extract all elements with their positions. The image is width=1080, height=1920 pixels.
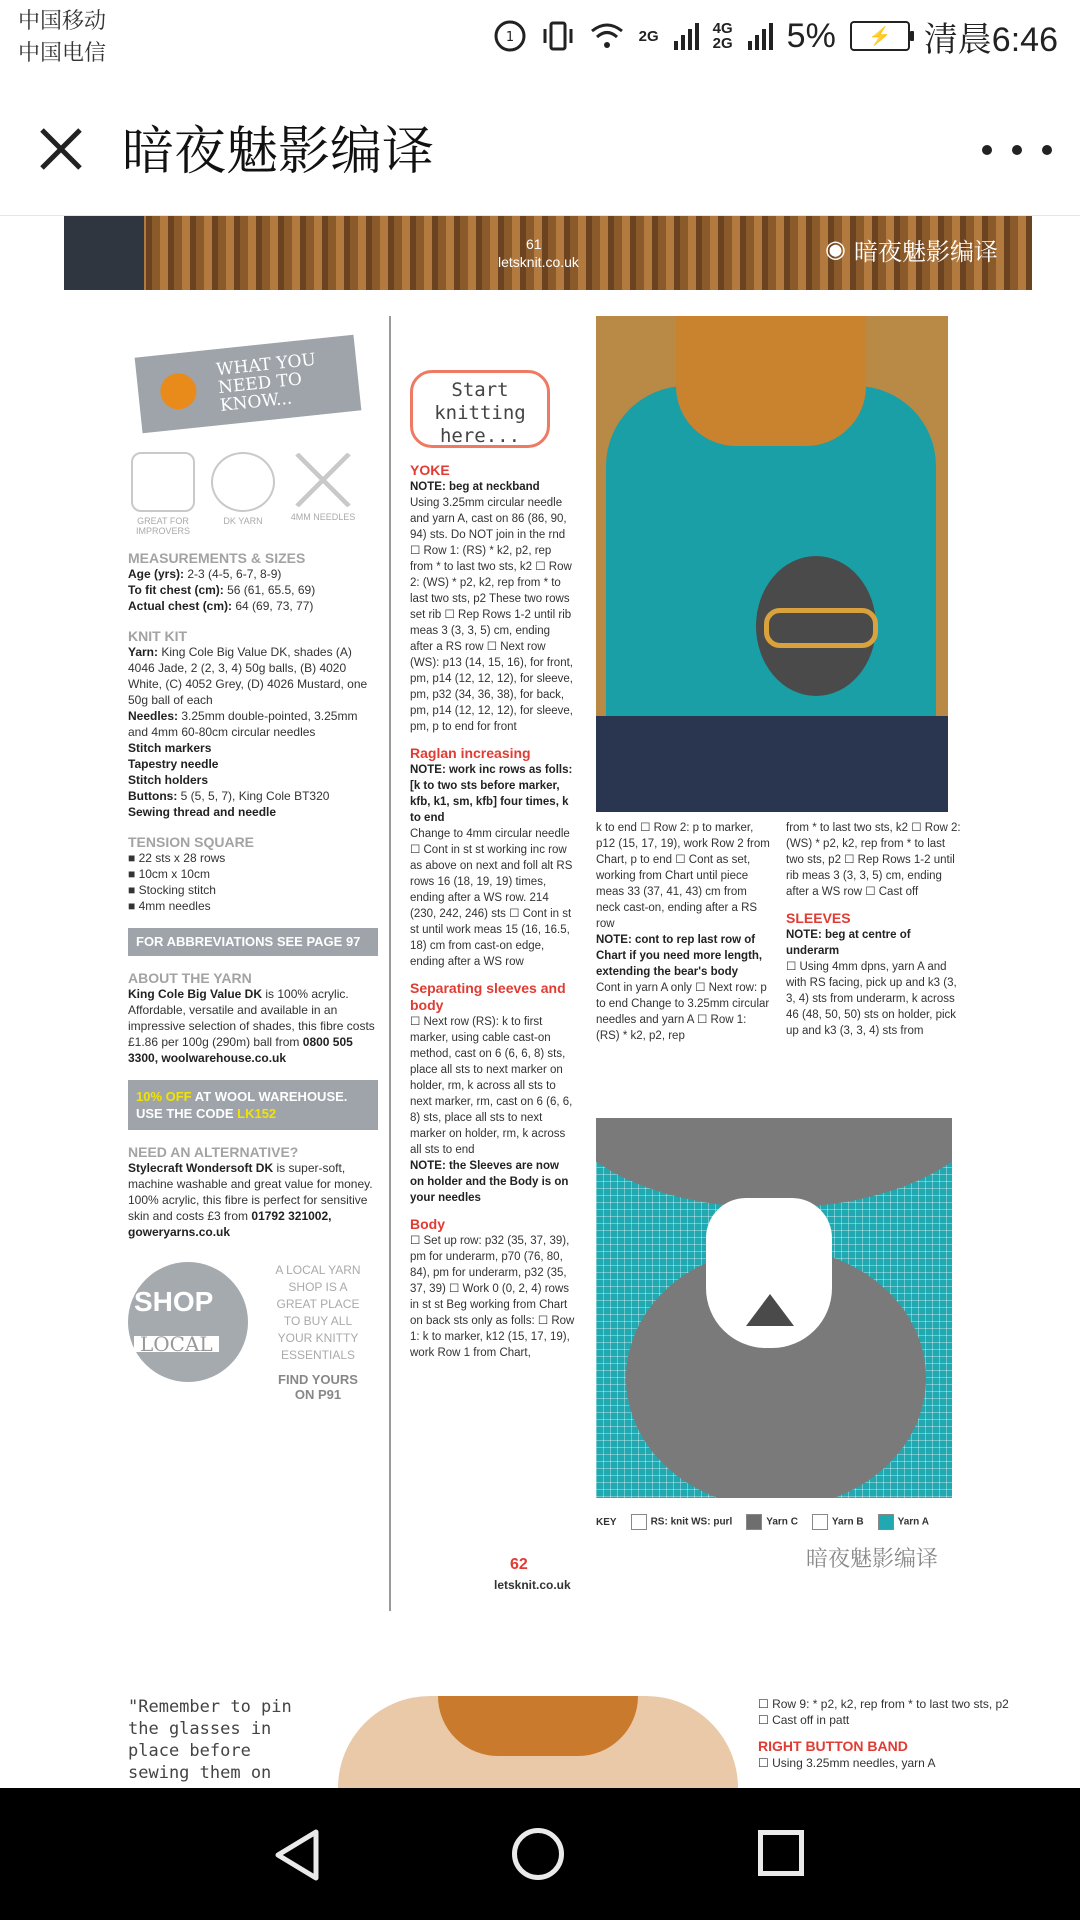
- about-yarn-heading: ABOUT THE YARN: [128, 970, 252, 986]
- carrier-2: 中国电信: [18, 40, 107, 65]
- column-divider: [389, 316, 391, 1611]
- close-button[interactable]: [30, 118, 92, 180]
- signal-2-label: 4G 2G: [712, 20, 733, 52]
- article-content[interactable]: [0, 216, 1080, 1788]
- stitch-icon: [131, 452, 195, 512]
- chart-nose: [746, 1294, 794, 1326]
- wifi-icon: [589, 21, 625, 51]
- banner-page-number: 61: [526, 236, 542, 252]
- yarn-ball-icon: [211, 452, 275, 512]
- home-button[interactable]: [512, 1828, 564, 1880]
- navigation-bar: [0, 1788, 1080, 1920]
- battery-charging-icon: ⚡: [850, 21, 910, 51]
- wechat-icon: ◉: [825, 236, 846, 263]
- info-column: WHAT YOU NEED TO KNOW... GREAT FOR IMPROVERS DK YARN 4MM NEEDLES MEASUREMENTS & SIZES Age (yrs): 2-3 (4-5, 6-7, 8-9) To fit chest (cm): 56 (61, 65.5, 69) Actual chest (cm): 64 (69, 73, 77) KNIT KIT Yarn: King Cole Big Value DK, shades (A) 4046 Jade, 2 (2, 3, 4) 50g balls, (B) 4020 White, (C) 4052 Grey, (D) 4026 Mustard, one 50g ball of each Needles: 3.25mm double-pointed, 3.25mm and 4mm 60-80cm circular needles Stitch markers Tapestry needle Stitch holders Buttons: 5 (5, 5, 7), King Cole BT320 Sewing thread and needle TENSION SQUARE ■ 22 sts x 28 rows ■ 10cm x 10cm ■ Stocking stitch ■ 4mm needles FOR ABBREVIATIONS SEE PAGE 97 ABOUT THE YARN King Cole Big Value DK is 100% acrylic. Affordable, versatile and available in an impressive selection of shades, this fibre costs £1.86 per 100g (290m) ball from 0800 505 3300, woolwarehouse.co.uk 10% OFF AT WOOL WAREHOUSE. USE THE CODE LK152 NEED AN ALTERNATIVE? Stylecraft Wondersoft DK is super-soft, machine washable and great value for money. 100% acrylic, this fibre is perfect for sensitive skin and costs £3 from 01792 321002, goweryarns.co.uk SHOP LOCAL A LOCAL YARN SHOP IS A GREAT PLACE TO BUY ALL YOUR KNITTY ESSENTIALS FIND YOURS ON P91: [128, 346, 378, 1422]
- pants-shape: [596, 716, 948, 812]
- back-button[interactable]: [272, 1828, 322, 1882]
- needles-badge: 4MM NEEDLES: [288, 452, 358, 536]
- shop-local-badge: SHOP LOCAL A LOCAL YARN SHOP IS A GREAT PLACE TO BUY ALL YOUR KNITTY ESSENTIALS FIND YOURS ON P91: [128, 1262, 378, 1422]
- close-icon: [30, 118, 92, 180]
- signal-2-icon: [747, 21, 773, 51]
- recents-button[interactable]: [758, 1830, 804, 1876]
- signal-1-icon: [673, 21, 699, 51]
- raglan-heading: Raglan increasing: [410, 745, 531, 761]
- knit-kit-heading: KNIT KIT: [128, 628, 188, 644]
- separating-heading: Separating sleeves and body: [410, 980, 566, 1013]
- alternative-heading: NEED AN ALTERNATIVE?: [128, 1144, 299, 1160]
- status-bar: [0, 0, 1080, 75]
- tension-heading: TENSION SQUARE: [128, 834, 255, 850]
- page-url: letsknit.co.uk: [494, 1578, 571, 1592]
- next-page-preview: [128, 1696, 1028, 1788]
- more-dot-icon: [982, 145, 992, 155]
- start-knitting-label: Start knitting here...: [410, 370, 550, 448]
- child-photo: [338, 1696, 738, 1788]
- right-button-band-heading: RIGHT BUTTON BAND: [758, 1738, 908, 1754]
- child-sweater-photo: [596, 316, 948, 812]
- svg-text:1: 1: [505, 30, 514, 45]
- knitting-chart: [596, 1118, 952, 1498]
- yoke-heading: YOKE: [410, 462, 450, 478]
- pattern-continued: k to end ☐ Row 2: p to marker, p12 (15, 17, 19), work Row 2 from Chart, p to end ☐ Cont as set, working from Chart until piece meas 33 (37, 41, 43) cm from neck cast-on, ending after a RS row NOTE: cont to rep last row of Chart if you need more length, extending the bear's body Cont in yarn A only ☐ Next row: p to end Change to 3.25mm circular needles and yarn A ☐ Row 1: (RS) * k2, p2, rep from * to last two sts, k2 ☐ Row 2: (WS) * p2, k2, rep from * to last two sts, p2 ☐ Rep Rows 1-2 until rib meas 3 (3, 3, 5) cm, ending after a WS row ☐ Cast off SLEEVES NOTE: beg at centre of underarm ☐ Using 4mm dpns, yarn A and with RS facing, pick up and k3 (3, 3, 4) sts from underarm, k across 46 (48, 50, 50) sts on holder, pick up and k3 (3, 3, 4) sts from: [596, 822, 961, 1042]
- shop-local-logo: SHOP LOCAL: [128, 1262, 248, 1382]
- skill-icons: [128, 452, 358, 536]
- signal-1-label: 2G: [638, 27, 659, 45]
- battery-percent: 5%: [786, 16, 836, 55]
- page-number: 62: [510, 1556, 528, 1573]
- banner-url: letsknit.co.uk: [498, 254, 579, 270]
- vibrate-icon: [541, 19, 575, 53]
- page-watermark: 暗夜魅影编译: [806, 1546, 939, 1571]
- needles-icon: [293, 452, 353, 508]
- pattern-column: Start knitting here... YOKE NOTE: beg at neckband Using 3.25mm circular needle and yarn A, cast on 86 (86, 90, 94) sts. Do NOT join in the rnd ☐ Row 1: (RS) * k2, p2, rep from * to last two sts, k2 ☐ Row 2: (WS) * p2, k2, rep from * to last two sts, p2 These two rows set rib ☐ Rep Rows 1-2 until rib meas 3 (3, 3, 5) cm, ending after a RS row ☐ Next row (WS): p13 (14, 15, 16), for front, pm, p14 (12, 12, 12), for sleeve, pm, p32 (34, 36, 38), for back, pm, p14 (12, 12, 12), for sleeve, pm, p to end for front Raglan increasing NOTE: work inc rows as folls: [k to two sts before marker, kfb, k1, sm, kfb] four times, k to end Change to 4mm circular needle ☐ Cont in st st working inc row as above on next and foll alt RS rows 16 (18, 19, 19) times, ending after a WS row. 214 (230, 242, 246) sts ☐ Cont in st st until work meas 15 (16, 16.5, 18) cm from cast-on edge, ending after a WS row Separating sleeves and body ☐ Next row (RS): k to first marker, using cable cast-on method, cast on 6 (6, 6, 8) sts, place all sts to next marker on holder, rm, k across all sts to next marker, rm, cast on 6 (6, 6, 8) sts, place all sts to next marker on holder, rm, k across all sts to end NOTE: the Sleeves are now on holder and the Body is on your needles Body ☐ Set up row: p32 (35, 37, 39), pm for underarm, p70 (76, 80, 84), pm for underarm, p32 (35, 37, 39) ☐ Work 0 (0, 2, 4) rows in st st Beg working from Chart on back sts only as folls: ☐ Row 1: k to marker, k12 (15, 17, 19), work Row 1 from Chart,: [410, 370, 576, 1361]
- abbreviations-note: FOR ABBREVIATIONS SEE PAGE 97: [128, 928, 378, 956]
- dk-yarn-badge: DK YARN: [208, 452, 278, 536]
- more-dot-icon: [1012, 145, 1022, 155]
- magazine-page: [46, 316, 1032, 1611]
- hair-shape: [676, 316, 866, 446]
- clock: 清晨6:46: [923, 20, 1058, 59]
- sleeves-heading: SLEEVES: [786, 910, 851, 926]
- discount-promo: 10% OFF AT WOOL WAREHOUSE. USE THE CODE LK152: [128, 1080, 378, 1130]
- tip-quote: "Remember to pin the glasses in place before sewing them on: [128, 1697, 292, 1783]
- chart-key: KEY RS: knit WS: purl Yarn C Yarn B Yarn A: [596, 1514, 929, 1530]
- banner-photo-edge: [64, 216, 144, 290]
- carrier-1: 中国移动: [18, 8, 107, 33]
- glasses-motif: [764, 608, 878, 648]
- chart-ears: [596, 1118, 952, 1208]
- next-page-text: ☐ Row 9: * p2, k2, rep from * to last two sts, p2 ☐ Cast off in patt RIGHT BUTTON BAND ☐ Using 3.25mm needles, yarn A: [758, 1696, 1028, 1771]
- body-heading: Body: [410, 1216, 445, 1232]
- measurements-heading: MEASUREMENTS & SIZES: [128, 550, 306, 566]
- more-dot-icon: [1042, 145, 1052, 155]
- more-options-button[interactable]: [982, 130, 1052, 170]
- page-title: 暗夜魅影编译: [122, 123, 435, 181]
- title-bar: [0, 90, 1080, 216]
- status-icons: [493, 14, 1058, 58]
- back-triangle-icon: [272, 1828, 322, 1882]
- what-you-need-badge: WHAT YOU NEED TO KNOW...: [135, 335, 362, 434]
- previous-page-banner: [64, 216, 1032, 290]
- button-icon: [159, 372, 199, 412]
- banner-watermark: ◉ 暗夜魅影编译: [825, 236, 998, 266]
- data-saver-icon: [493, 19, 527, 53]
- improvers-badge: GREAT FOR IMPROVERS: [128, 452, 198, 536]
